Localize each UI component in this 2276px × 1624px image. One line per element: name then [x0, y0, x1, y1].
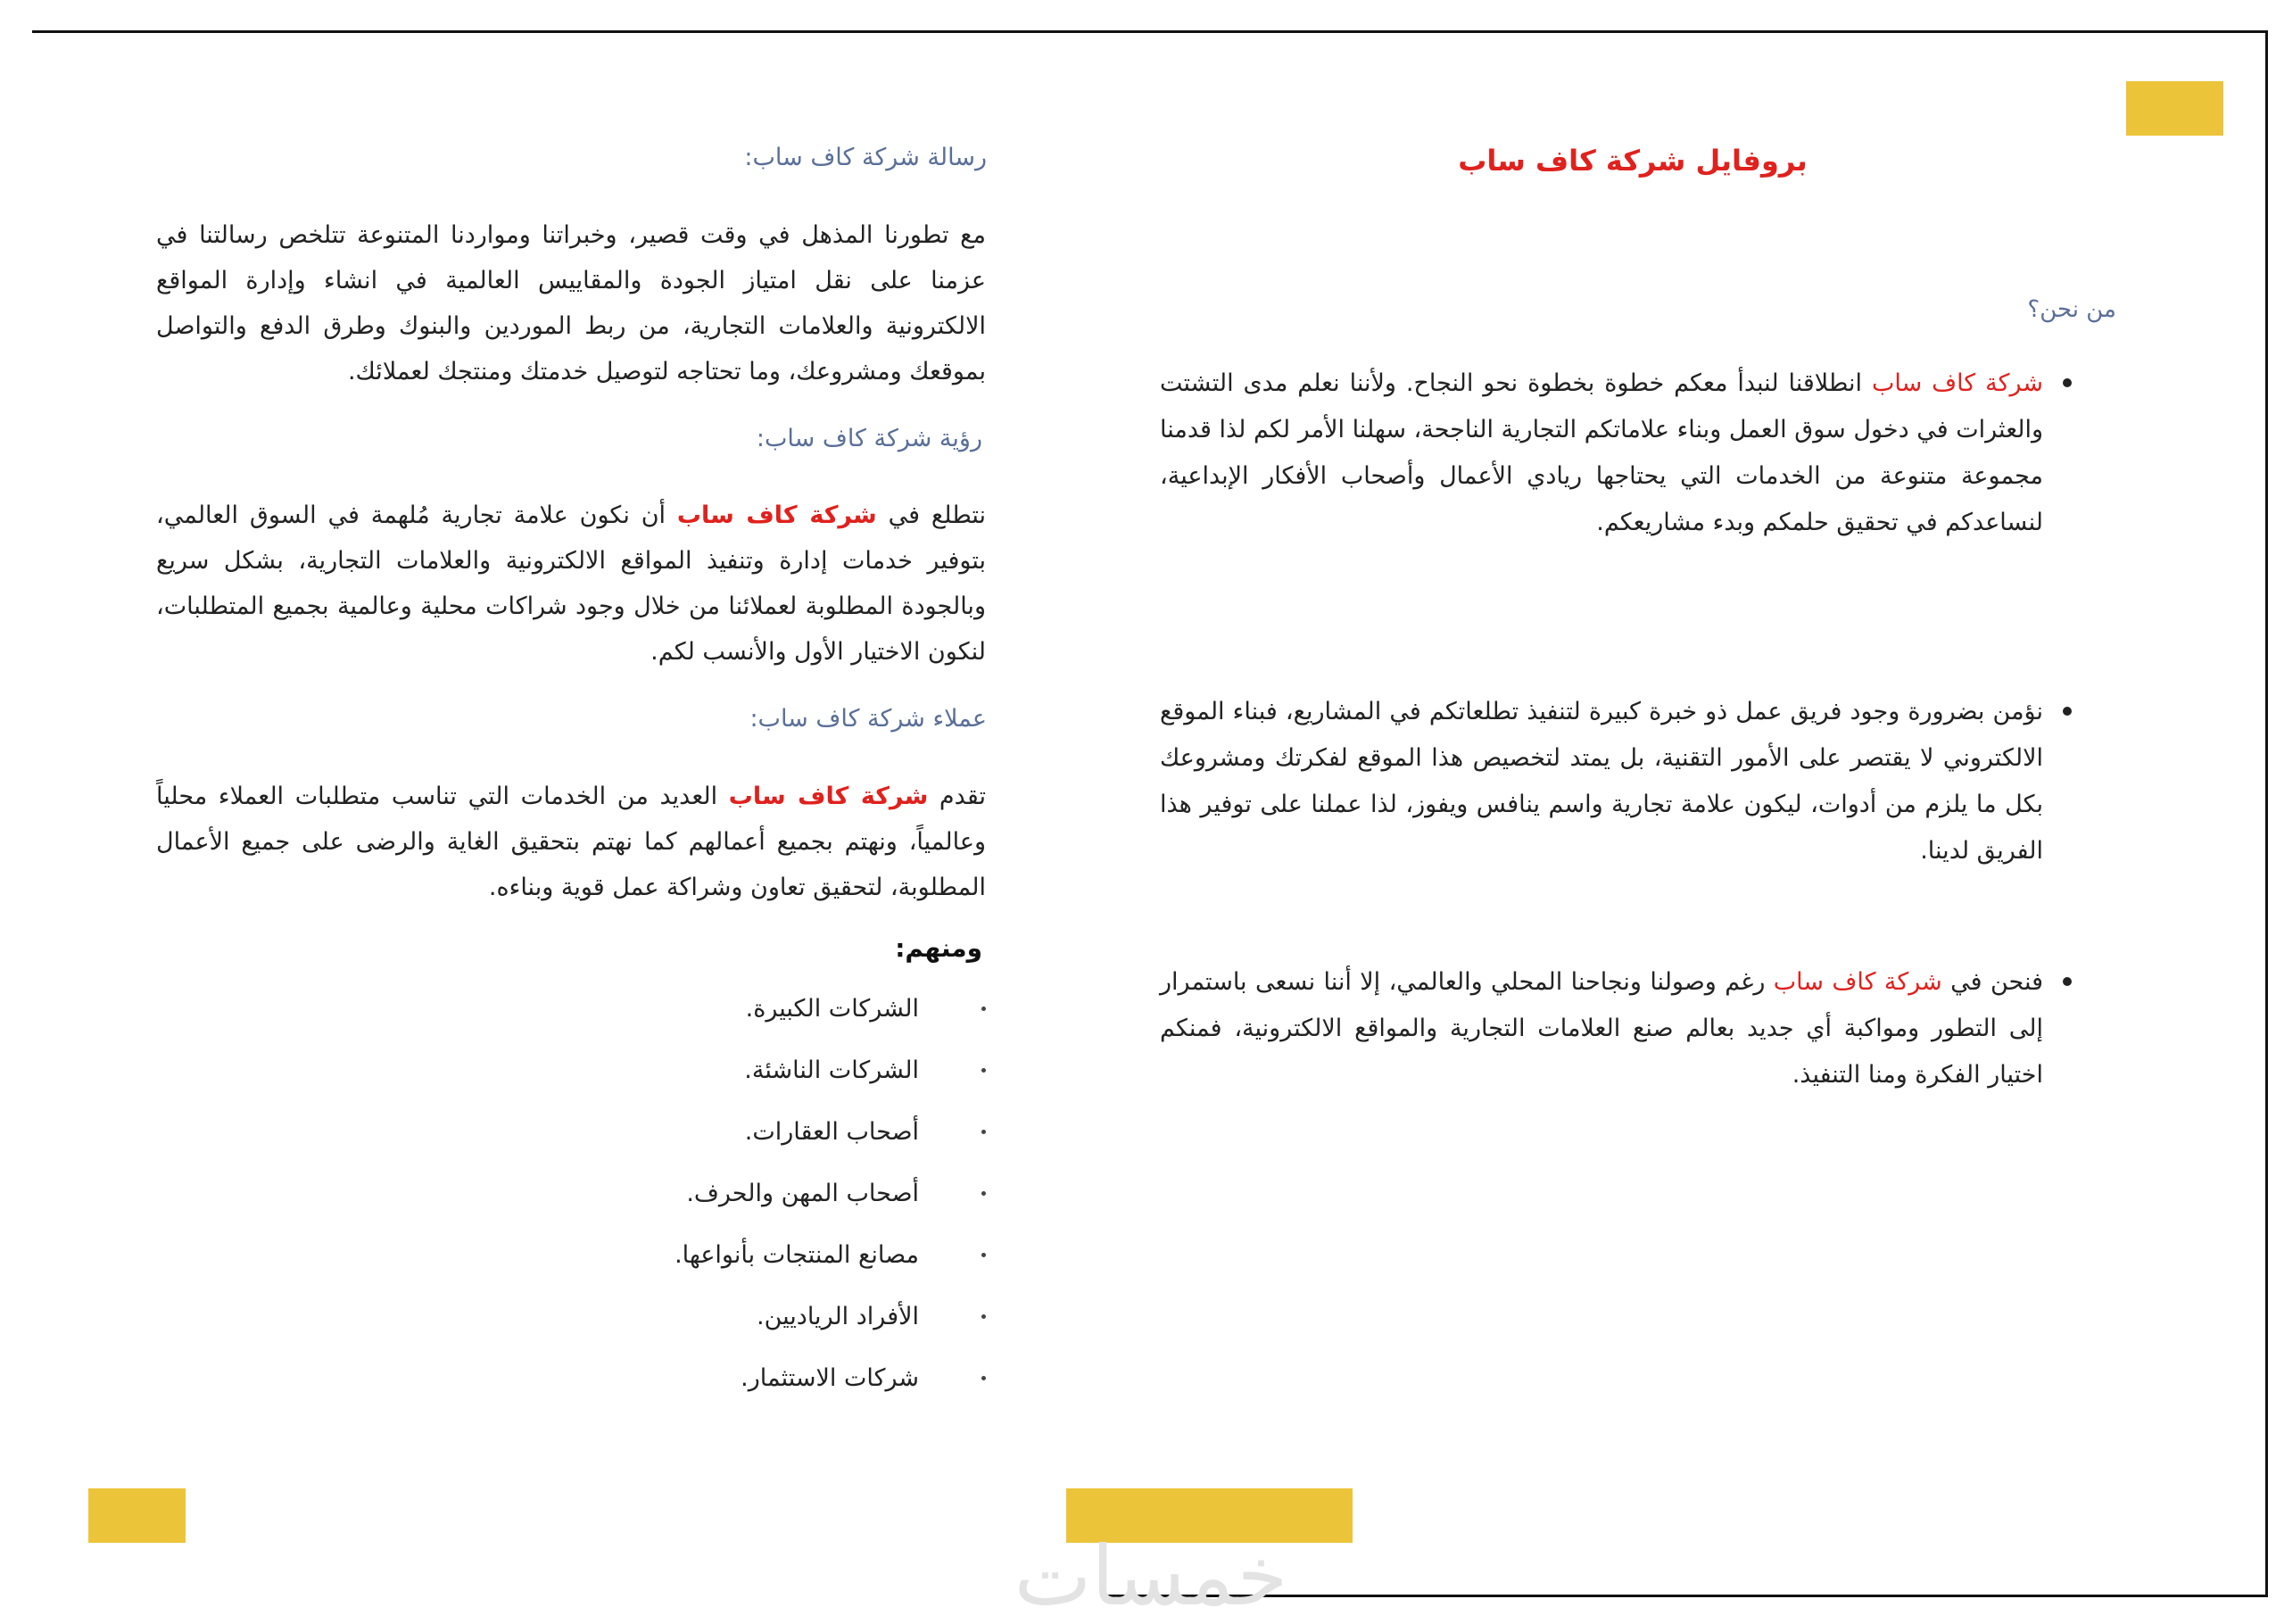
bullet-text: نؤمن بضرورة وجود فريق عمل ذو خبرة كبيرة لتنفيذ تطلعاتكم في المشاريع، فبناء الموقع الالكتروني لا يقتصر على الأمور التقنية، بل يمتد لتخصيص هذا الموقع لفكرتك ومشروعك بكل ما يلزم من أدوات، ليكون علامة تجارية واسم ينافس ويفوز، لذا عملنا على توفير هذا الفريق لدينا. — [1160, 698, 2043, 865]
list-item-text: أصحاب العقارات. — [744, 1118, 919, 1146]
page-title: بروفايل شركة كاف ساب — [1458, 144, 1808, 178]
clients-paragraph — [156, 774, 986, 910]
who-are-we-heading: من نحن؟ — [2027, 296, 2116, 323]
bullet-dot — [981, 1314, 986, 1319]
list-item — [343, 1298, 986, 1360]
list-item-text: مصانع المنتجات بأنواعها. — [675, 1241, 919, 1269]
vision-text: أن نكون علامة تجارية مُلهمة في السوق العالمي، بتوفير خدمات إدارة وتنفيذ المواقع الالكترونية والعلامات التجارية، بشكل سريع وبالجودة المطلوبة لعملائنا من خلال وجود شراكات محلية وعالمية بجميع المتطلبات، لنكون الاختيار الأول والأنسب لكم. — [156, 501, 986, 666]
company-name-highlight: شركة كاف ساب — [676, 501, 877, 529]
list-item-text: الشركات الكبيرة. — [745, 995, 919, 1023]
company-name-highlight: شركة كاف ساب — [728, 783, 929, 810]
list-item — [343, 1114, 986, 1175]
bullet-dot — [2063, 707, 2072, 716]
bullet-dot — [981, 1376, 986, 1380]
vision-heading: رؤية شركة كاف ساب: — [756, 425, 982, 452]
about-bullet — [1160, 360, 2043, 546]
bullet-dot — [981, 1068, 986, 1073]
about-bullet — [1160, 689, 2043, 874]
list-item-text: الأفراد الرياديين. — [757, 1303, 919, 1330]
clients-list — [343, 990, 986, 1421]
list-item-text: الشركات الناشئة. — [744, 1056, 919, 1084]
bullet-text: انطلاقنا لنبدأ معكم خطوة بخطوة نحو النجاح. ولأننا نعلم مدى التشتت والعثرات في دخول سوق العمل وبناء علاماتكم التجارية الناجحة، سهلنا الأمر لكم لذا قدمنا مجموعة متنوعة من الخدمات التي يحتاجها ريادي الأعمال وأصحاب الأفكار الإبداعية، لنساعدكم في تحقيق حلمكم وبدء مشاريعكم. — [1160, 369, 2043, 536]
vision-prefix: نتطلع في — [876, 501, 987, 529]
bullet-text: رغم وصولنا ونجاحنا المحلي والعالمي، إلا أننا نسعى باستمرار إلى التطور ومواكبة أي جديد بعالم صنع العلامات التجارية والمواقع الالكترونية، فمنكم اختيار الفكرة ومنا التنفيذ. — [1160, 968, 2043, 1089]
about-bullet — [1160, 959, 2043, 1098]
list-item-text: أصحاب المهن والحرف. — [686, 1180, 919, 1207]
bullet-dot — [981, 1253, 986, 1257]
list-item — [343, 990, 986, 1052]
yellow-accent-block — [88, 1488, 186, 1543]
list-item — [343, 1052, 986, 1114]
bullet-prefix: فنحن في — [1941, 968, 2043, 996]
list-item — [343, 1237, 986, 1298]
list-item-text: شركات الاستثمار. — [741, 1364, 919, 1392]
page-border-right — [2265, 30, 2268, 1597]
clients-text: العديد من الخدمات التي تناسب متطلبات العملاء محلياً وعالمياً، ونهتم بجميع أعمالهم كما نهتم بتحقيق الغاية والرضى على جميع الأعمال المطلوبة، لتحقيق تعاون وشراكة عمل قوية وبناءه. — [156, 783, 986, 901]
page-border-top — [32, 30, 2268, 33]
list-item — [343, 1175, 986, 1237]
among-them-label: ومنهم: — [895, 933, 982, 963]
yellow-accent-block — [2126, 81, 2223, 136]
bullet-dot — [2063, 378, 2072, 387]
message-paragraph: مع تطورنا المذهل في وقت قصير، وخبراتنا ومواردنا المتنوعة تتلخص رسالتنا في عزمنا على نقل امتياز الجودة والمقاييس العالمية في انشاء وإدارة المواقع الالكترونية والعلامات التجارية، من ربط الموردين والبنوك وطرق الدفع والتواصل بموقعك ومشروعك، وما تحتاجه لتوصيل خدمتك ومنتجك لعملائك. — [156, 221, 986, 385]
bullet-dot — [981, 1130, 986, 1134]
clients-heading: عملاء شركة كاف ساب: — [749, 705, 987, 733]
bullet-dot — [981, 1007, 986, 1011]
company-name-highlight: شركة كاف ساب — [1871, 369, 2043, 397]
bullet-dot — [2063, 977, 2072, 986]
clients-prefix: تقدم — [928, 783, 986, 810]
watermark-logo: خمسات — [1014, 1529, 1288, 1624]
company-name-highlight: شركة كاف ساب — [1773, 968, 1942, 996]
list-item — [343, 1360, 986, 1421]
message-heading: رسالة شركة كاف ساب: — [744, 144, 987, 171]
vision-paragraph — [156, 493, 986, 675]
bullet-dot — [981, 1191, 986, 1196]
